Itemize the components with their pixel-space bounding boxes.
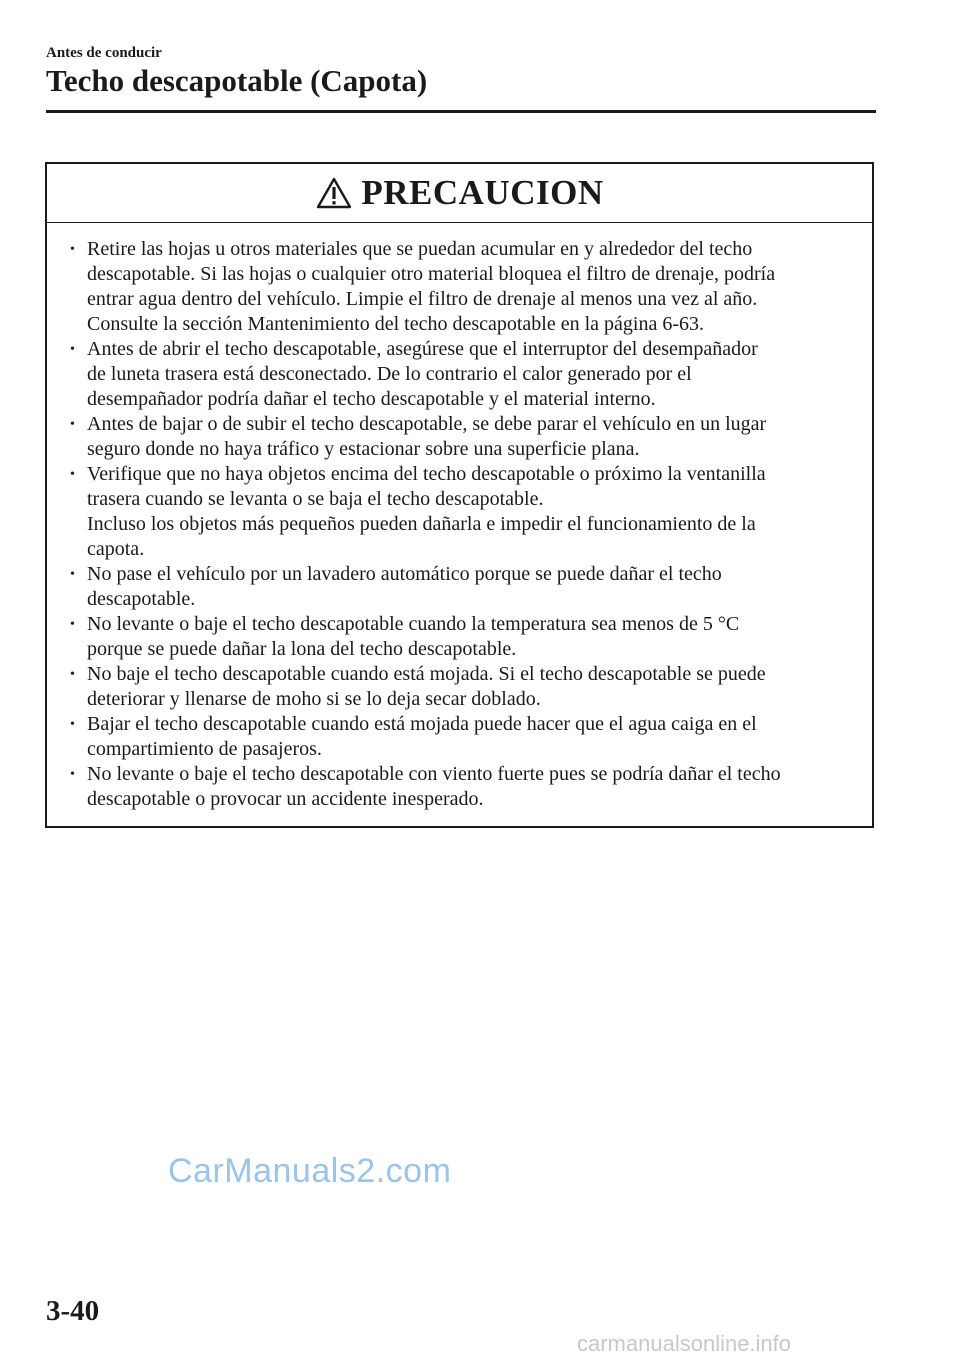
- bullet-marker: •: [70, 667, 75, 682]
- caution-item: [70, 237, 858, 337]
- caution-item-line: No levante o baje el techo descapotable cuando la temperatura sea menos de 5 °C: [87, 613, 740, 635]
- caution-item-line: No levante o baje el techo descapotable con viento fuerte pues se podría dañar el techo: [87, 763, 781, 785]
- caution-item-line: deteriorar y llenarse de moho si se lo deja secar doblado.: [87, 688, 541, 710]
- caution-item-line: Incluso los objetos más pequeños pueden dañarla e impedir el funcionamiento de la: [87, 513, 756, 535]
- caution-item-line: Consulte la sección Mantenimiento del techo descapotable en la página 6-63.: [87, 313, 705, 335]
- caution-item-line: trasera cuando se levanta o se baja el techo descapotable.: [87, 488, 544, 510]
- page-number: 3-40: [46, 1295, 100, 1327]
- caution-item: [70, 612, 858, 662]
- bullet-marker: •: [70, 467, 75, 482]
- page-title: Techo descapotable (Capota): [46, 63, 428, 98]
- caution-item-line: descapotable o provocar un accidente inesperado.: [87, 788, 484, 810]
- caution-item-line: porque se puede dañar la lona del techo descapotable.: [87, 638, 517, 660]
- caution-item-line: Antes de bajar o de subir el techo descapotable, se debe parar el vehículo en un lugar: [87, 413, 767, 435]
- caution-item: [70, 562, 858, 612]
- bullet-marker: •: [70, 717, 75, 732]
- caution-item: [70, 412, 858, 462]
- caution-item-line: capota.: [87, 538, 145, 560]
- caution-item-line: compartimiento de pasajeros.: [87, 738, 322, 760]
- caution-box: [45, 162, 874, 828]
- caution-item-line: de luneta trasera está desconectado. De lo contrario el calor generado por el: [87, 363, 692, 385]
- watermark-primary: CarManuals2.com: [168, 1152, 452, 1190]
- caution-header: [47, 164, 872, 223]
- caution-item: [70, 762, 858, 812]
- caution-item-line: Bajar el techo descapotable cuando está mojada puede hacer que el agua caiga en el: [87, 713, 757, 735]
- caution-item-line: entrar agua dentro del vehículo. Limpie el filtro de drenaje al menos una vez al año.: [87, 288, 758, 310]
- title-rule: [46, 110, 876, 113]
- bullet-marker: •: [70, 567, 75, 582]
- bullet-marker: •: [70, 767, 75, 782]
- caution-item-line: Antes de abrir el techo descapotable, asegúrese que el interruptor del desempañador: [87, 338, 758, 360]
- caution-title: PRECAUCION: [361, 173, 604, 212]
- caution-item-line: No pase el vehículo por un lavadero automático porque se puede dañar el techo: [87, 563, 722, 585]
- caution-item: [70, 662, 858, 712]
- caution-item: [70, 337, 858, 412]
- bullet-marker: •: [70, 417, 75, 432]
- caution-item-line: No baje el techo descapotable cuando está mojada. Si el techo descapotable se puede: [87, 663, 766, 685]
- caution-item-line: desempañador podría dañar el techo descapotable y el material interno.: [87, 388, 656, 410]
- caution-item-line: seguro donde no haya tráfico y estacionar sobre una superficie plana.: [87, 438, 640, 460]
- bullet-marker: •: [70, 342, 75, 357]
- caution-item-line: Retire las hojas u otros materiales que se puedan acumular en y alrededor del techo: [87, 238, 753, 260]
- bullet-marker: •: [70, 617, 75, 632]
- watermark-secondary: carmanualsonline.info: [577, 1331, 792, 1356]
- caution-item-line: descapotable.: [87, 588, 196, 610]
- caution-list: [47, 223, 872, 812]
- warning-triangle-icon: [315, 176, 353, 210]
- caution-item-line: descapotable. Si las hojas o cualquier otro material bloquea el filtro de drenaje, podría: [87, 263, 776, 285]
- caution-item-line: Verifique que no haya objetos encima del techo descapotable o próximo la ventanilla: [87, 463, 766, 485]
- section-label: Antes de conducir: [46, 45, 162, 61]
- caution-item: [70, 712, 858, 762]
- caution-item: [70, 462, 858, 562]
- bullet-marker: •: [70, 242, 75, 257]
